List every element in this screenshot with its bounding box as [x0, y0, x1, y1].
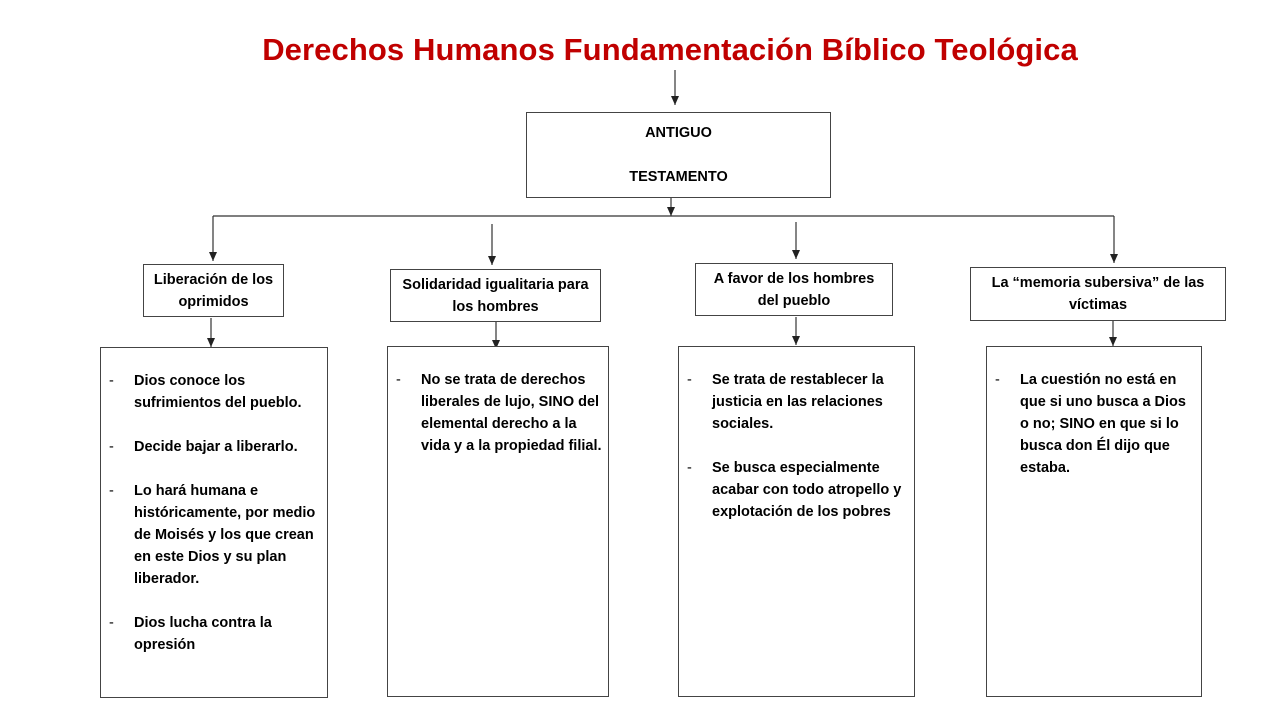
list-item: - La cuestión no está en que si uno busca a Dios o no; SINO en que si lo busca don Él dijo que estaba.: [995, 372, 1186, 476]
list-item: - Decide bajar a liberarlo.: [109, 439, 298, 455]
branch-3-content: [678, 346, 915, 697]
branch-2-heading: Solidaridad igualitaria para los hombres: [390, 269, 601, 322]
branch-1-content: [100, 347, 328, 698]
list-item: - Se trata de restablecer la justicia en las relaciones sociales.: [687, 372, 884, 432]
diagram-title: Derechos Humanos Fundamentación Bíblico Teológica: [262, 32, 1078, 67]
root-line-1: ANTIGUO: [645, 125, 712, 141]
branch-4-content: [986, 346, 1202, 697]
list-item: - No se trata de derechos liberales de lujo, SINO del elemental derecho a la vida y a la propiedad filial.: [396, 372, 602, 454]
branch-4-heading: La “memoria subersiva” de las víctimas: [970, 267, 1226, 321]
branch-3-heading: A favor de los hombres del pueblo: [695, 263, 893, 316]
branch-2-content: [387, 346, 609, 697]
root-node-antiguo-testamento: [526, 112, 831, 198]
list-item: - Dios conoce los sufrimientos del pueblo.: [109, 373, 302, 411]
list-item: - Se busca especialmente acabar con todo atropello y explotación de los pobres: [687, 460, 902, 520]
branch-1-heading: Liberación de los oprimidos: [143, 264, 284, 317]
list-item: - Dios lucha contra la opresión: [109, 615, 272, 653]
list-item: - Lo hará humana e históricamente, por medio de Moisés y los que crean en este Dios y su plan liberador.: [109, 483, 316, 587]
root-line-2: TESTAMENTO: [629, 169, 728, 185]
